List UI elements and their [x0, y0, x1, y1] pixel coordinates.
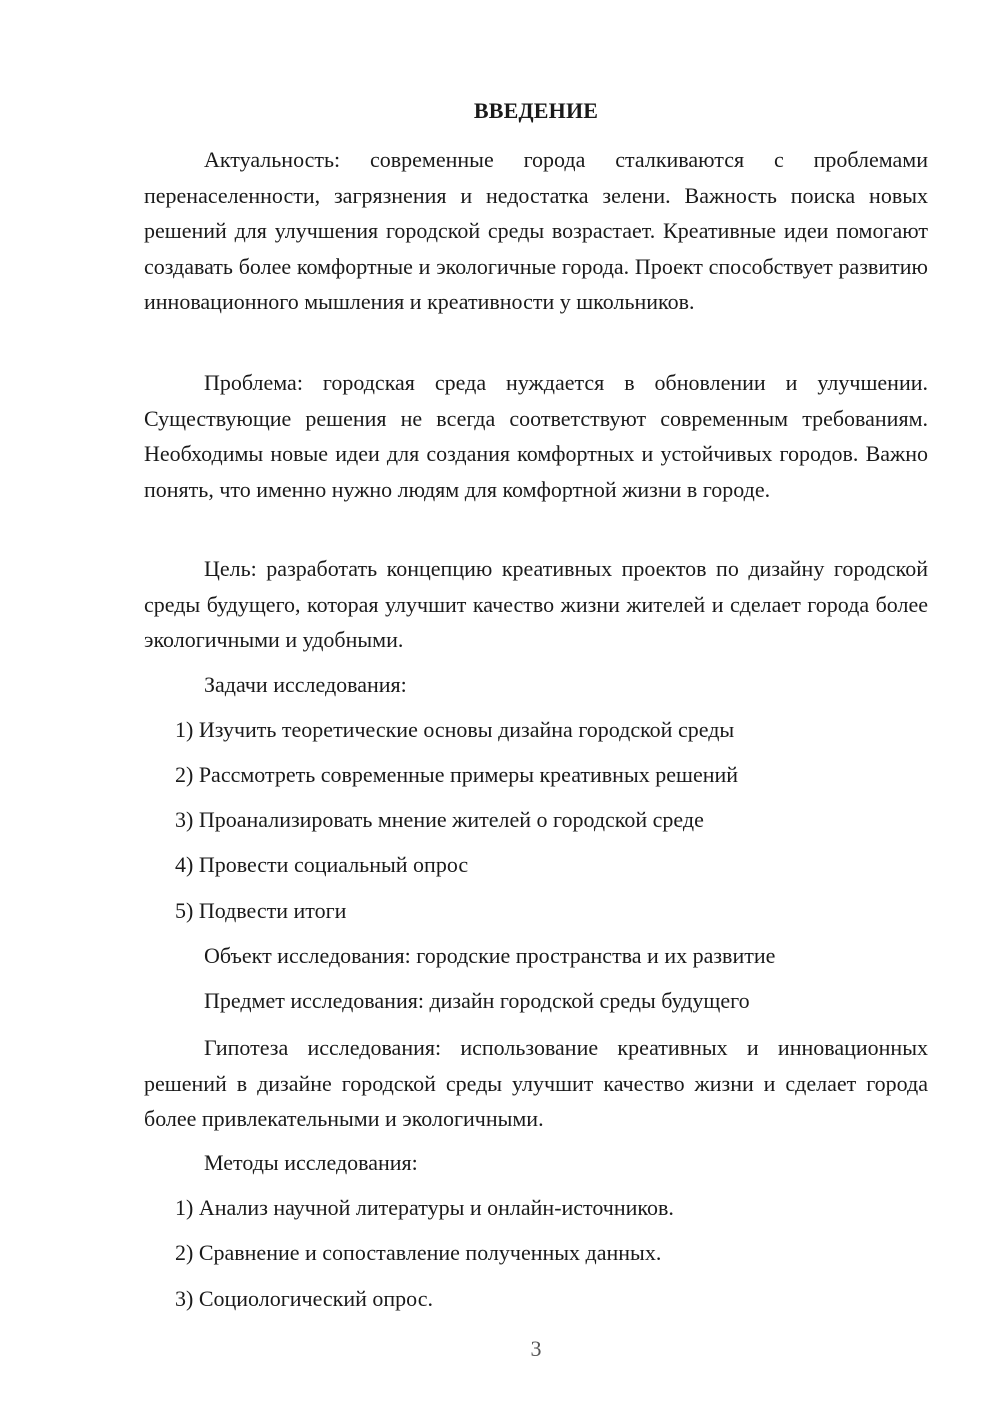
task-item: 5) Подвести итоги: [175, 898, 347, 923]
method-item: 3) Социологический опрос.: [175, 1286, 433, 1311]
relevance-paragraph: Актуальность: современные города сталкиваются с проблемами перенаселенности, загрязнения и недостатка зелени. Важность поиска новых решений для улучшения городской среды возрастает. Креативные идеи помогают создавать более комфортные и экологичные города. Проект способствует развитию инновационного мышления и креативности у школьников.: [144, 147, 928, 314]
task-item: 3) Проанализировать мнение жителей о городской среде: [175, 807, 704, 832]
method-item: 1) Анализ научной литературы и онлайн-источников.: [175, 1195, 674, 1220]
problem-paragraph: Проблема: городская среда нуждается в обновлении и улучшении. Существующие решения не всегда соответствуют современным требованиям. Необходимы новые идеи для создания комфортных и устойчивых городов. Важно понять, что именно нужно людям для комфортной жизни в городе.: [144, 370, 928, 502]
object-line: Объект исследования: городские пространства и их развитие: [204, 943, 776, 968]
methods-heading: Методы исследования:: [204, 1150, 418, 1175]
hypothesis-paragraph: Гипотеза исследования: использование креативных и инновационных решений в дизайне городской среды улучшит качество жизни и сделает города более привлекательными и экологичными.: [144, 1035, 928, 1131]
subject-line: Предмет исследования: дизайн городской среды будущего: [204, 988, 750, 1013]
method-item: 2) Сравнение и сопоставление полученных данных.: [175, 1240, 662, 1265]
goal-paragraph: Цель: разработать концепцию креативных проектов по дизайну городской среды будущего, которая улучшит качество жизни жителей и сделает города более экологичными и удобными.: [144, 556, 928, 652]
tasks-heading: Задачи исследования:: [204, 672, 407, 697]
task-item: 2) Рассмотреть современные примеры креативных решений: [175, 762, 739, 787]
page-number: 3: [530, 1336, 542, 1361]
task-item: 4) Провести социальный опрос: [175, 852, 469, 877]
task-item: 1) Изучить теоретические основы дизайна городской среды: [175, 717, 735, 742]
page-title: ВВЕДЕНИЕ: [473, 98, 599, 123]
